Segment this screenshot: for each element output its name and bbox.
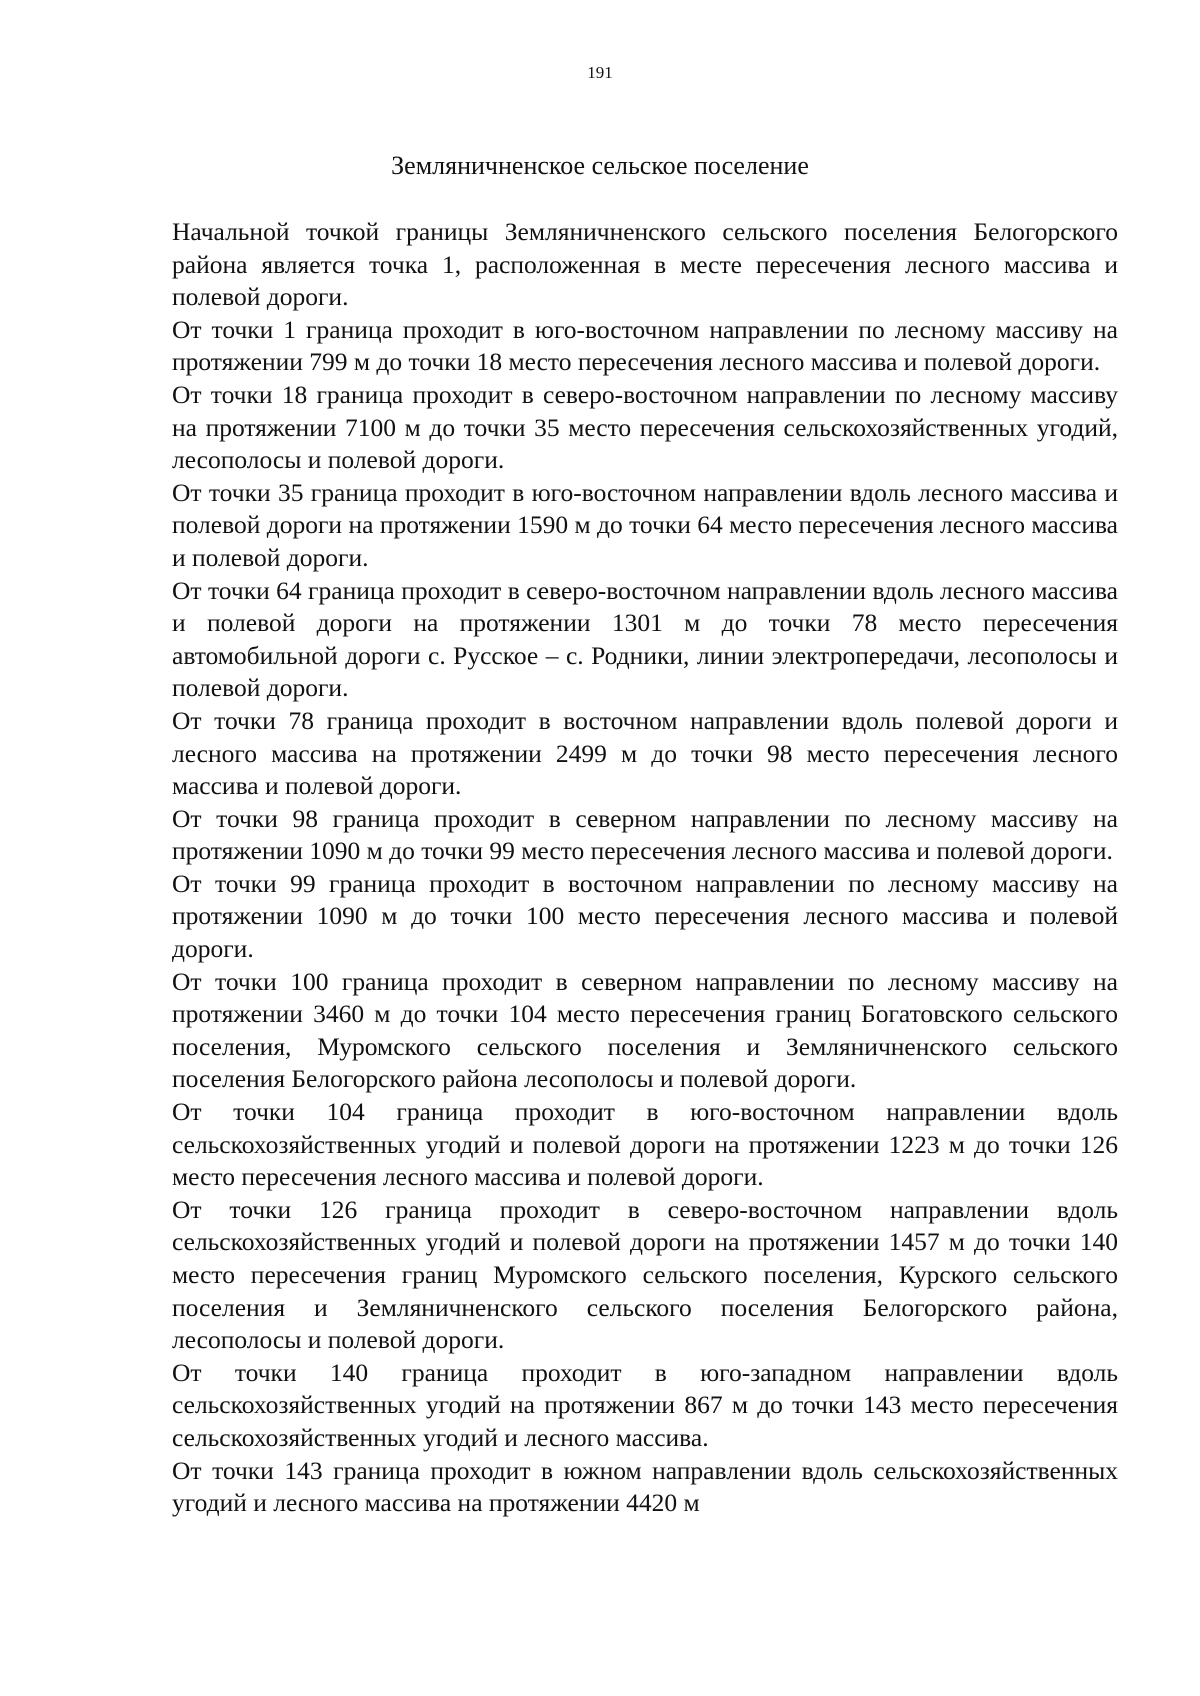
document-body [172, 216, 1118, 1520]
paragraph-7: От точки 98 граница проходит в северном направлении по лесному массиву на протяжении 1090 м до точки 99 место пересечения лесного массива и полевой дороги. [172, 803, 1118, 866]
paragraph-5: От точки 64 граница проходит в северо-восточном направлении вдоль лесного массива и полевой дороги на протяжении 1301 м до точки 78 место пересечения автомобильной дороги с. Русское – с. Родники, линии электропередачи, лесополосы и полевой дороги. [172, 575, 1118, 703]
paragraph-13: От точки 143 граница проходит в южном направлении вдоль сельскохозяйственных угодий и лесного массива на протяжении 4420 м [172, 1455, 1118, 1518]
paragraph-10: От точки 104 граница проходит в юго-восточном направлении вдоль сельскохозяйственных угодий и полевой дороги на протяжении 1223 м до точки 126 место пересечения лесного массива и полевой дороги. [172, 1097, 1118, 1192]
page-title: Земляничненское сельское поселение [391, 151, 809, 180]
paragraph-1: Начальной точкой границы Земляничненского сельского поселения Белогорского района является точка 1, расположенная в месте пересечения лесного массива и полевой дороги. [172, 217, 1118, 312]
paragraph-6: От точки 78 граница проходит в восточном направлении вдоль полевой дороги и лесного массива на протяжении 2499 м до точки 98 место пересечения лесного массива и полевой дороги. [172, 705, 1118, 801]
paragraph-9: От точки 100 граница проходит в северном направлении по лесному массиву на протяжении 3460 м до точки 104 место пересечения границ Богатовского сельского поселения, Муромского сельского поселения и Земляничненского сельского поселения Белогорского района лесополосы и полевой дороги. [172, 966, 1118, 1094]
paragraph-11: От точки 126 граница проходит в северо-восточном направлении вдоль сельскохозяйственных угодий и полевой дороги на протяжении 1457 м до точки 140 место пересечения границ Муромского сельского поселения, Курского сельского поселения и Земляничненского сельского поселения Белогорского района, лесополосы и полевой дороги. [172, 1194, 1118, 1355]
paragraph-4: От точки 35 граница проходит в юго-восточном направлении вдоль лесного массива и полевой дороги на протяжении 1590 м до точки 64 место пересечения лесного массива и полевой дороги. [172, 477, 1118, 572]
paragraph-3: От точки 18 граница проходит в северо-восточном направлении по лесному массиву на протяжении 7100 м до точки 35 место пересечения сельскохозяйственных угодий, лесополосы и полевой дороги. [172, 379, 1118, 475]
paragraph-2: От точки 1 граница проходит в юго-восточном направлении по лесному массиву на протяжении 799 м до точки 18 место пересечения лесного массива и полевой дороги. [172, 314, 1118, 377]
page-number: 191 [587, 63, 613, 82]
paragraph-8: От точки 99 граница проходит в восточном направлении по лесному массиву на протяжении 1090 м до точки 100 место пересечения лесного массива и полевой дороги. [172, 868, 1118, 964]
paragraph-12: От точки 140 граница проходит в юго-западном направлении вдоль сельскохозяйственных угодий на протяжении 867 м до точки 143 место пересечения сельскохозяйственных угодий и лесного массива. [172, 1357, 1118, 1452]
